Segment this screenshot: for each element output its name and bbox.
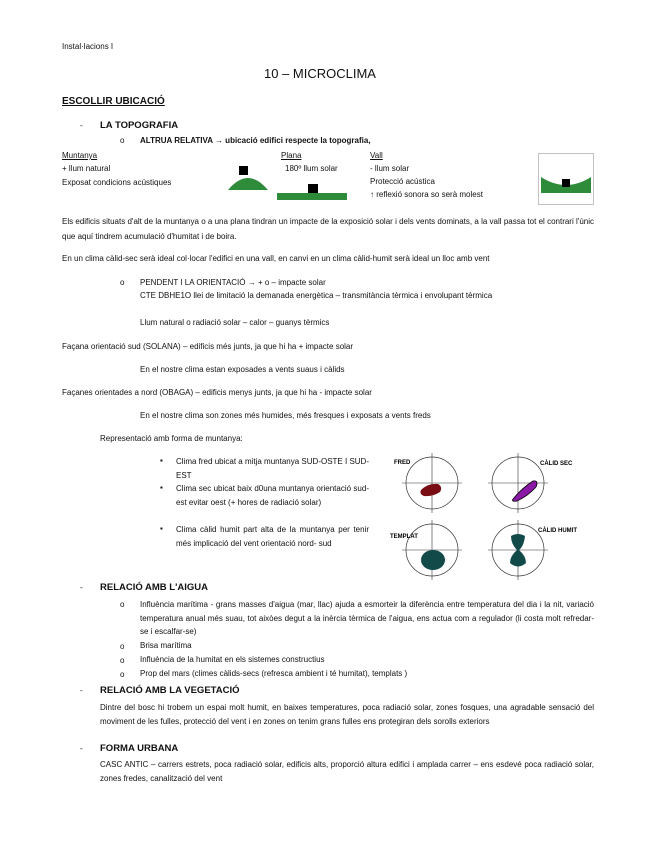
altura-relativa: ALTRUA RELATIVA → ubicació edifici respecte la topografia, (140, 136, 371, 145)
dash-bullet: - (80, 583, 83, 592)
muntanya-line: + llum natural (62, 164, 111, 173)
dash-bullet: - (80, 121, 83, 130)
circle-bullet: o (120, 656, 125, 665)
square-bullet: ▪ (160, 524, 163, 533)
vall-line: ↑ reflexió sonora so serà molest (370, 190, 483, 199)
muntanya-diagram (226, 164, 270, 192)
paragraph: En un clima càlid-sec serà ideal col·locar l'edifici en una vall, en canvi en un clima càlid-humit serà ideal un lloc amb vent (62, 254, 490, 263)
templat-diagram (390, 520, 462, 580)
circle-bullet: o (120, 600, 125, 609)
vall-heading: Vall (370, 151, 383, 160)
clima-item: Clima sec ubicat baix d0una muntanya orientació sud-est evitar oest (+ hores de radiació solar) (176, 484, 369, 507)
aigua-item: Influència marítima - grans masses d'aigua (mar, llac) ajuda a esmorteir la diferència entre temperatura del dia i la nit, variació temperatura anual més suau, tot aixòes degut a la inèrcia tèrmica de l'aigua, ens actua com a regulador (li costa molt refredar-se i escalfar-se) (140, 600, 594, 636)
dash-bullet: - (80, 744, 83, 753)
topografia-heading: LA TOPOGRAFIA (100, 120, 179, 131)
building-shape (239, 166, 248, 175)
square-bullet: ▪ (160, 456, 163, 465)
calid-sec-shape (513, 481, 538, 501)
vall-line: Protecció acústica (370, 177, 435, 186)
circle-bullet: o (120, 278, 125, 287)
page-header: Instal·lacions I (62, 42, 114, 51)
circle-bullet: o (120, 136, 125, 145)
muntanya-line: Exposat condicions acústiques (62, 178, 172, 187)
hill-shape (228, 178, 268, 190)
nord-line-2: En el nostre clima son zones més humides, més fresques i exposats a vents freds (140, 411, 431, 420)
vall-diagram (538, 153, 594, 205)
ground-shape (277, 193, 347, 200)
aigua-item: Influència de la humitat en els sistemes constructius (140, 655, 325, 664)
diagram-label: CÀLID HUMIT (538, 528, 577, 534)
clima-item: Clima càlid humit part alta de la muntanya per tenir més implicació del vent orientació nord- sud (176, 525, 369, 548)
representacio-line: Representació amb forma de muntanya: (100, 434, 243, 443)
diagram-label: TEMPLAT (390, 534, 418, 540)
aigua-item: Prop del mars (climes càlids-secs (refresca ambient i té humitat), templats ) (140, 669, 408, 678)
aigua-heading: RELACIÓ AMB L'AIGUA (100, 582, 208, 593)
vegetacio-heading: RELACIÓ AMB LA VEGETACIÓ (100, 685, 240, 696)
nord-line: Façanes orientades a nord (OBAGA) – edificis menys junts, ja que hi ha - impacte solar (62, 388, 372, 397)
fred-diagram (394, 453, 462, 513)
fred-shape (420, 484, 441, 496)
building-shape (308, 184, 318, 194)
plana-diagram (277, 182, 347, 200)
plana-line: 180º llum solar (285, 164, 338, 173)
sud-line: Façana orientació sud (SOLANA) – edificis més junts, ja que hi ha + impacte solar (62, 342, 354, 351)
pendent-line: CTE DBHE1O llei de limitació la demanada energètica – transmitància tèrmica i envolupant tèrmica (140, 291, 493, 300)
sud-line-2: En el nostre clima estan exposades a vents suaus i càlids (140, 365, 345, 374)
climate-diagrams (388, 450, 588, 580)
building-shape (562, 179, 570, 187)
plana-heading: Plana (281, 151, 302, 160)
urbana-paragraph: CASC ANTIC – carrers estrets, poca radiació solar, edificis alts, proporció altura edifici i amplada carrer – ens esdevé poca radiació solar, zones fredes, canalització del vent (100, 760, 594, 783)
paragraph: Els edificis situats d'alt de la muntanya o a una plana tindran un impacte de la exposició solar i dels vents dominats, a la vall passa tot el contrari l'únic que aquí tindrem acumulació d'humitat i de boira. (62, 217, 594, 241)
page-title: 10 – MICROCLIMA (264, 66, 376, 81)
dash-bullet: - (80, 686, 83, 695)
llum-line: Llum natural o radiació solar – calor – guanys tèrmics (140, 318, 330, 327)
templat-shape (421, 550, 445, 570)
diagram-label: CÀLID SEC (540, 461, 573, 467)
pendent-line: PENDENT I LA ORIENTACIÓ → + o – impacte solar (140, 278, 326, 287)
calid-humit-diagram (488, 520, 577, 580)
vall-line: - llum solar (370, 164, 410, 173)
calid-sec-diagram (488, 453, 573, 513)
square-bullet: ▪ (160, 483, 163, 492)
clima-item: Clima fred ubicat a mitja muntanya SUD-OSTE I SUD-EST (176, 457, 369, 480)
circle-bullet: o (120, 642, 125, 651)
vegetacio-paragraph: Dintre del bosc hi trobem un espai molt humit, en baixes temperatures, poca radiació solar, zones fosques, una agradable sensació del moviment de les fulles, protecció del vent i en zones on tenim grans fulles ens protegiran dels sorolls exteriors (100, 703, 594, 726)
urbana-heading: FORMA URBANA (100, 743, 179, 754)
muntanya-heading: Muntanya (62, 151, 98, 160)
diagram-label: FRED (394, 460, 411, 466)
section-heading: ESCOLLIR UBICACIÓ (62, 96, 165, 107)
circle-bullet: o (120, 670, 125, 679)
aigua-item: Brisa marítima (140, 641, 192, 650)
